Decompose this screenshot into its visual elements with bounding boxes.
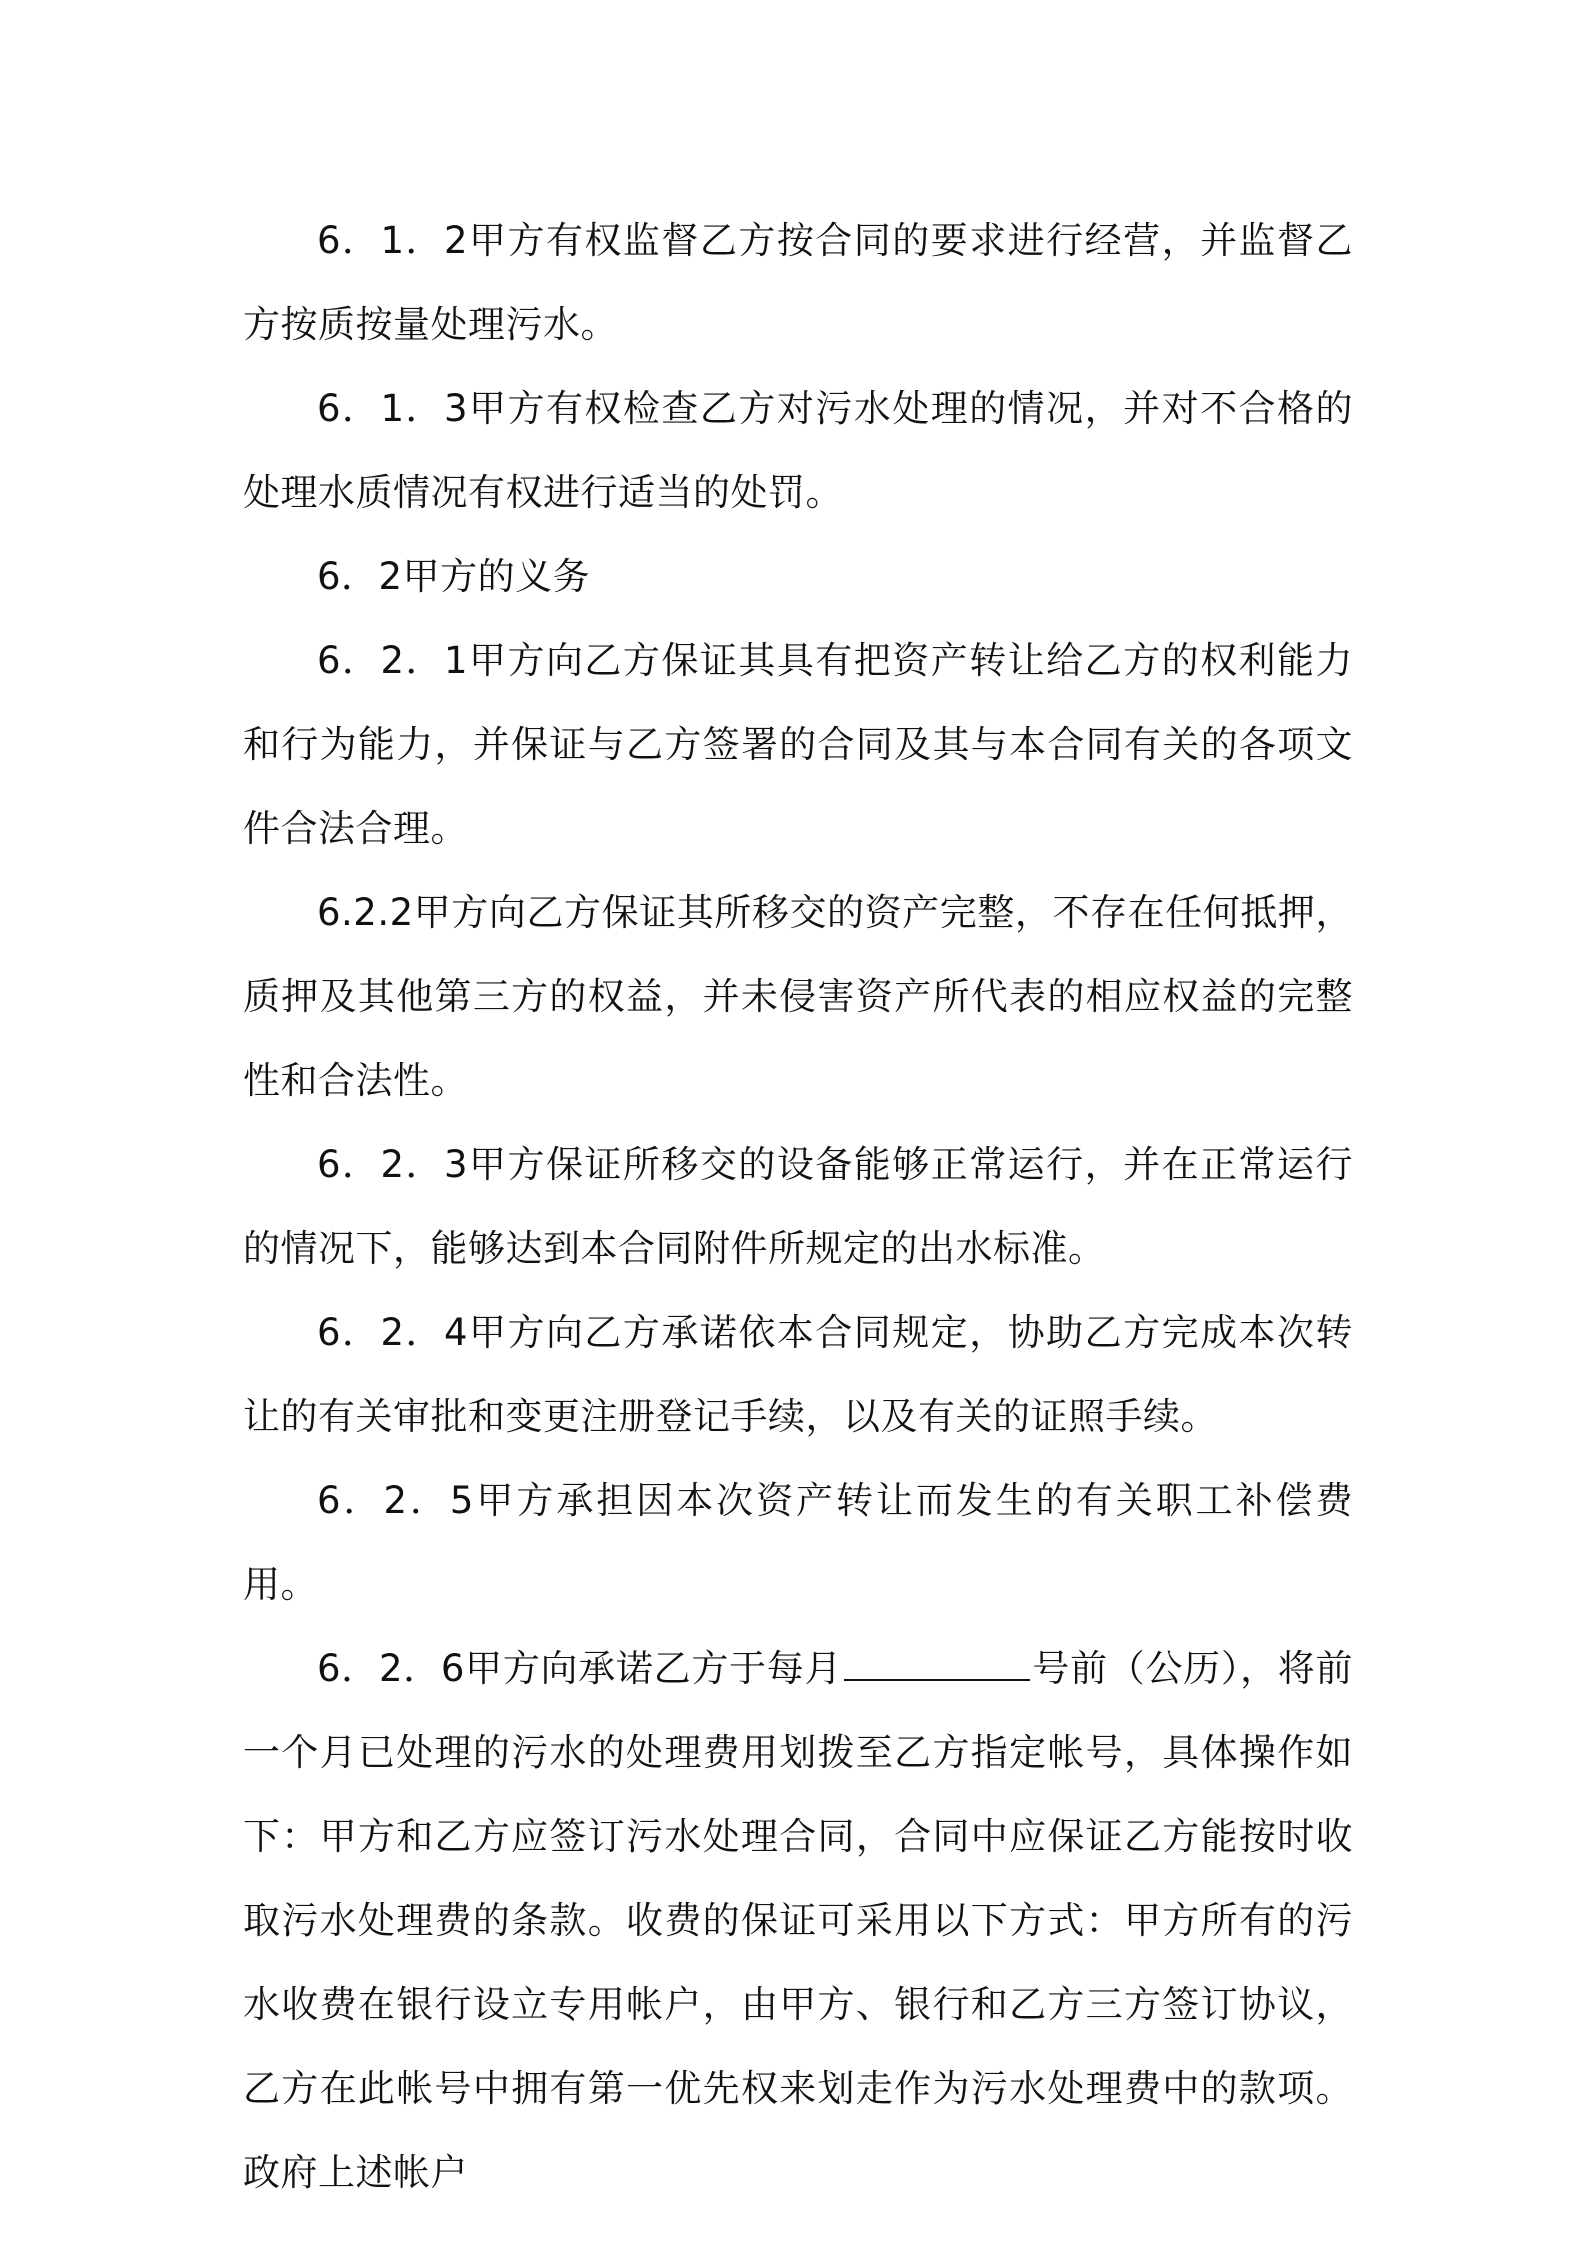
clause-6-2-6-body: 号前（公历），将前一个月已处理的污水的处理费用划拨至乙方指定帐号，具体操作如下：甲方和乙方应签订污水处理合同，合同中应保证乙方能按时收取污水处理费的条款。收费的保证可采用以下方式：甲方所有的污水收费在银行设立专用帐户，由甲方、银行和乙方三方签订协议，乙方在此帐号中拥有第一优先权来划走作为污水处理费中的款项。政府上述帐户 (243, 1647, 1353, 2194)
clause-6-2-1: 6．2．1甲方向乙方保证其具有把资产转让给乙方的权利能力和行为能力，并保证与乙方签署的合同及其与本合同有关的各项文件合法合理。 (243, 639, 1353, 850)
clause-6-2-6 (243, 1627, 1353, 2215)
clause-6-2-2: 6.2.2甲方向乙方保证其所移交的资产完整，不存在任何抵押，质押及其他第三方的权益，并未侵害资产所代表的相应权益的完整性和合法性。 (243, 891, 1353, 1102)
clause-6-2-4: 6．2．4甲方向乙方承诺依本合同规定，协助乙方完成本次转让的有关审批和变更注册登记手续，以及有关的证照手续。 (243, 1311, 1353, 1438)
clause-6-2-3: 6．2．3甲方保证所移交的设备能够正常运行，并在正常运行的情况下，能够达到本合同附件所规定的出水标准。 (243, 1143, 1353, 1270)
document-body (243, 199, 1353, 2215)
clause-6-2-5: 6．2．5甲方承担因本次资产转让而发生的有关职工补偿费用。 (243, 1479, 1353, 1606)
clause-6-1-3: 6．1．3甲方有权检查乙方对污水处理的情况，并对不合格的处理水质情况有权进行适当的处罚。 (243, 387, 1353, 514)
clause-6-1-2: 6．1．2甲方有权监督乙方按合同的要求进行经营，并监督乙方按质按量处理污水。 (243, 219, 1353, 346)
fill-in-blank (844, 1649, 1030, 1681)
section-heading-6-2: 6．2甲方的义务 (317, 555, 591, 598)
clause-6-2-6-lead: 6．2．6甲方向承诺乙方于每月 (317, 1647, 843, 1690)
